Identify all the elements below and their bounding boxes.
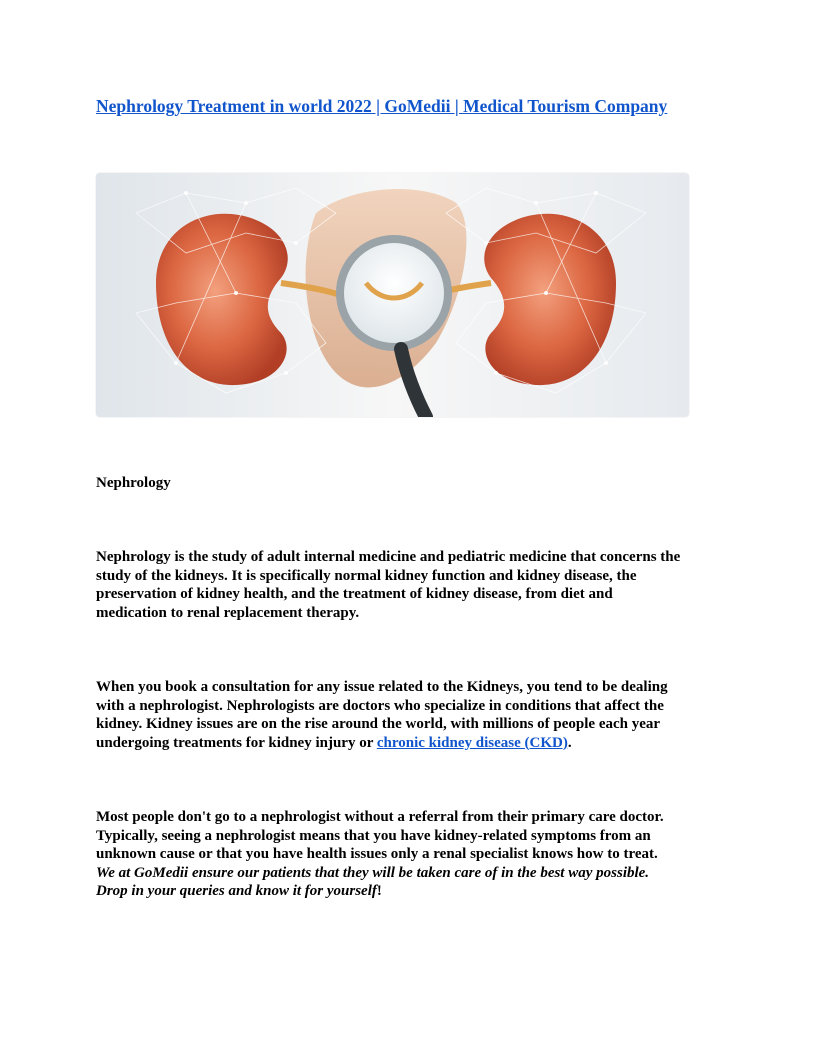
text-line: Most people don't go to a nephrologist without a referral from their primary care doctor. bbox=[96, 809, 664, 825]
ckd-link[interactable]: chronic kidney disease (CKD) bbox=[376, 734, 568, 751]
text-segment: undergoing treatments for kidney injury or bbox=[96, 734, 377, 751]
text-line: unknown cause or that you have health issues only a renal specialist knows how to treat. bbox=[96, 846, 658, 862]
text-line: study of the kidneys. It is specifically normal kidney function and kidney disease, the bbox=[96, 567, 637, 584]
title-link[interactable]: Nephrology Treatment in world 2022 | GoMedii | Medical Tourism Company bbox=[96, 96, 668, 116]
text-line: Nephrology is the study of adult internal medicine and pediatric medicine that concerns the bbox=[96, 549, 681, 565]
kidney-stethoscope-image bbox=[96, 173, 689, 417]
paragraph-nephrology-definition bbox=[96, 548, 736, 622]
text-line: kidney. Kidney issues are on the rise around the world, with millions of people each year bbox=[96, 716, 661, 732]
italic-text-line: We at GoMedii ensure our patients that they will be taken care of in the best way possible. bbox=[96, 864, 650, 881]
text-segment: . bbox=[567, 734, 572, 751]
text-segment: ! bbox=[376, 883, 382, 899]
text-line: preservation of kidney health, and the treatment of kidney disease, from diet and bbox=[96, 586, 613, 602]
italic-text-segment: Drop in your queries and know it for yourself bbox=[96, 883, 377, 899]
text-line: with a nephrologist. Nephrologists are doctors who specialize in conditions that affect the bbox=[96, 697, 664, 714]
text-line: medication to renal replacement therapy. bbox=[96, 604, 360, 621]
section-heading: Nephrology bbox=[96, 475, 171, 491]
text-line bbox=[96, 734, 736, 753]
paragraph-referral bbox=[96, 808, 736, 901]
text-line: Typically, seeing a nephrologist means that you have kidney-related symptoms from an bbox=[96, 827, 651, 844]
paragraph-consultation bbox=[96, 678, 736, 752]
text-line bbox=[96, 882, 736, 901]
text-line: When you book a consultation for any issue related to the Kidneys, you tend to be dealing bbox=[96, 679, 668, 695]
